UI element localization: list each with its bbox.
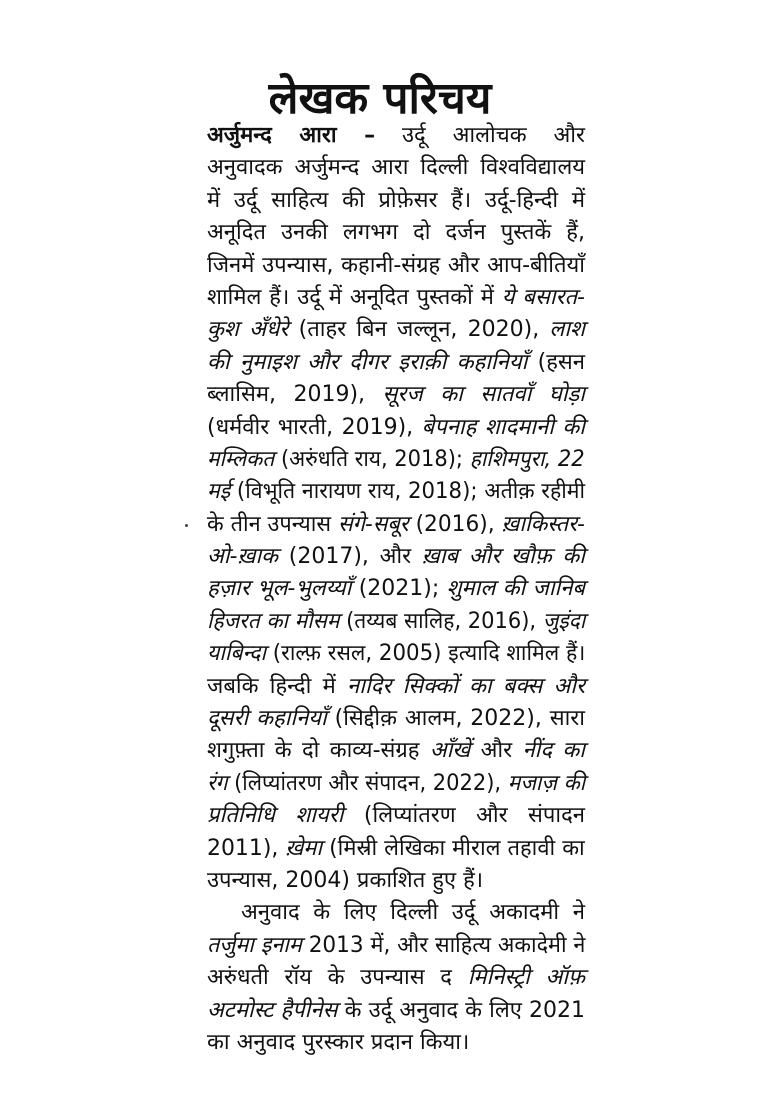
body-text: शगुफ़्ता के दो काव्य-संग्रह (207, 738, 430, 764)
book-title-text: ओ-ख़ाक (207, 544, 279, 570)
body-text: (हसन (527, 349, 585, 375)
body-text: अरुंधती रॉय के उपन्यास द (207, 965, 468, 991)
book-title-text: संगे-सबूर (337, 511, 409, 537)
body-text: के तीन उपन्यास (207, 511, 338, 537)
book-title-text: की नुमाइश और दीगर इराक़ी कहानियाँ (207, 349, 528, 375)
stray-mark (185, 524, 188, 527)
body-text: ब्लासिम, 2019), (207, 382, 383, 408)
text-line (207, 509, 585, 541)
text-line (207, 962, 585, 994)
book-title-text: रंग (207, 770, 228, 796)
text-line (207, 703, 585, 735)
book-title-text: सूरज का सातवाँ घोड़ा (382, 382, 585, 408)
author-name: अर्जुमन्द आरा – (207, 123, 376, 148)
body-text: का अनुवाद पुरस्कार प्रदान किया। (207, 1029, 470, 1055)
body-text: और (470, 738, 523, 764)
book-title-text: अटमोस्ट हैपीनेस (207, 997, 338, 1023)
book-title-text: ये बसारत- (501, 284, 585, 310)
book-title-text: याबिन्दा (207, 641, 267, 667)
text-line (207, 185, 585, 217)
body-text: उर्दू आलोचक और (375, 123, 585, 148)
text-line (207, 573, 585, 605)
book-title-text: मजाज़ की (507, 770, 586, 796)
text-line (207, 833, 584, 865)
page-title: लेखक परिचय (268, 73, 492, 125)
book-title-text: मई (207, 479, 231, 505)
text-line (207, 1027, 585, 1059)
author-bio-column (207, 120, 585, 1059)
text-line (207, 865, 585, 897)
book-title-text: हाशिमपुरा, 22 (469, 446, 585, 472)
book-title-text: तर्जुमा इनाम (207, 932, 302, 958)
body-text: (लिप्यांतरण और संपादन (343, 803, 586, 829)
book-title-text: प्रतिनिधि शायरी (207, 803, 344, 829)
text-line (207, 735, 585, 767)
text-line (207, 379, 585, 411)
body-text: जबकि हिन्दी में (207, 673, 348, 699)
text-line (207, 897, 585, 929)
text-line (207, 800, 585, 832)
body-text: (सिद्दीक़ आलम, 2022), सारा (326, 706, 586, 732)
book-title-text: जुइंदा (542, 608, 586, 634)
text-line (207, 347, 585, 379)
body-text: में उर्दू साहित्य की प्रोफ़ेसर हैं। उर्दू-हिन्दी में (207, 187, 585, 213)
book-title-text: नींद का (522, 738, 585, 764)
text-line (207, 606, 586, 638)
body-text: अनुवादक अर्जुमन्द आरा दिल्ली विश्वविद्यालय (207, 155, 585, 181)
text-line (207, 995, 585, 1027)
text-line (207, 120, 585, 152)
body-text: (2017), और (278, 544, 422, 570)
text-line (207, 250, 585, 282)
body-text: 2013 में, और साहित्य अकादेमी ने (301, 932, 586, 958)
body-text: अनुवाद के लिए दिल्ली उर्दू अकादमी ने (241, 900, 585, 926)
body-text: के उर्दू अनुवाद के लिए 2021 (337, 997, 585, 1023)
book-title-text: ख़ाब और खौफ़ की (421, 544, 585, 570)
text-line (207, 282, 585, 314)
body-text: (मिस्री लेखिका मीराल तहावी का (322, 835, 585, 861)
book-title-text: दूसरी कहानियाँ (207, 706, 327, 732)
book-title-text: हिजरत का मौसम (207, 608, 340, 634)
book-title-text: मिनिस्ट्री ऑफ़ (467, 965, 585, 991)
body-text: (राल्फ़ रसल, 2005) इत्यादि शामिल हैं। (266, 641, 586, 667)
body-text: (लिप्यांतरण और संपादन, 2022), (227, 770, 508, 796)
body-text: (2021); (351, 576, 447, 602)
body-text: (2016), (408, 511, 502, 537)
book-title-text: शुमाल की जानिब (446, 576, 585, 602)
text-line (207, 444, 585, 476)
book-title-text: आँखें (429, 738, 471, 764)
book-title-text: ख़ाकिस्तर- (501, 511, 585, 537)
book-title-text: लाश (549, 317, 585, 343)
body-text: जिनमें उपन्यास, कहानी-संग्रह और आप-बीतियाँ (207, 252, 585, 278)
text-line (207, 768, 586, 800)
book-title-text: मम्लिकत (207, 446, 275, 472)
text-line (207, 930, 586, 962)
book-title-text: कुश अँधेरे (207, 317, 289, 343)
text-line (207, 476, 586, 508)
body-text: अनूदित उनकी लगभग दो दर्जन पुस्तकें हैं, (207, 220, 585, 246)
body-text: उपन्यास, 2004) प्रकाशित हुए हैं। (207, 867, 484, 893)
body-text: (अरुंधति राय, 2018); (274, 446, 470, 472)
body-text: (ताहर बिन जल्लून, 2020), (288, 317, 550, 343)
book-title-text: बेपनाह शादमानी की (421, 414, 585, 440)
text-line (207, 152, 585, 184)
text-line (207, 541, 585, 573)
body-text: शामिल हैं। उर्दू में अनूदित पुस्तकों में (207, 284, 502, 310)
body-text: 2011), (207, 835, 286, 861)
text-line (207, 671, 585, 703)
book-title-text: हज़ार भूल-भुलय्याँ (207, 576, 352, 602)
book-title-text: नादिर सिक्कों का बक्स और (347, 673, 585, 699)
book-title-text: ख़ेमा (285, 835, 323, 861)
text-line (207, 217, 585, 249)
body-text: (धर्मवीर भारती, 2019), (207, 414, 422, 440)
text-line (207, 638, 586, 670)
body-text: (तय्यब सालिह, 2016), (339, 608, 543, 634)
body-text: (विभूति नारायण राय, 2018); अतीक़ रहीमी (230, 479, 586, 505)
text-line (207, 314, 585, 346)
text-line (207, 412, 585, 444)
